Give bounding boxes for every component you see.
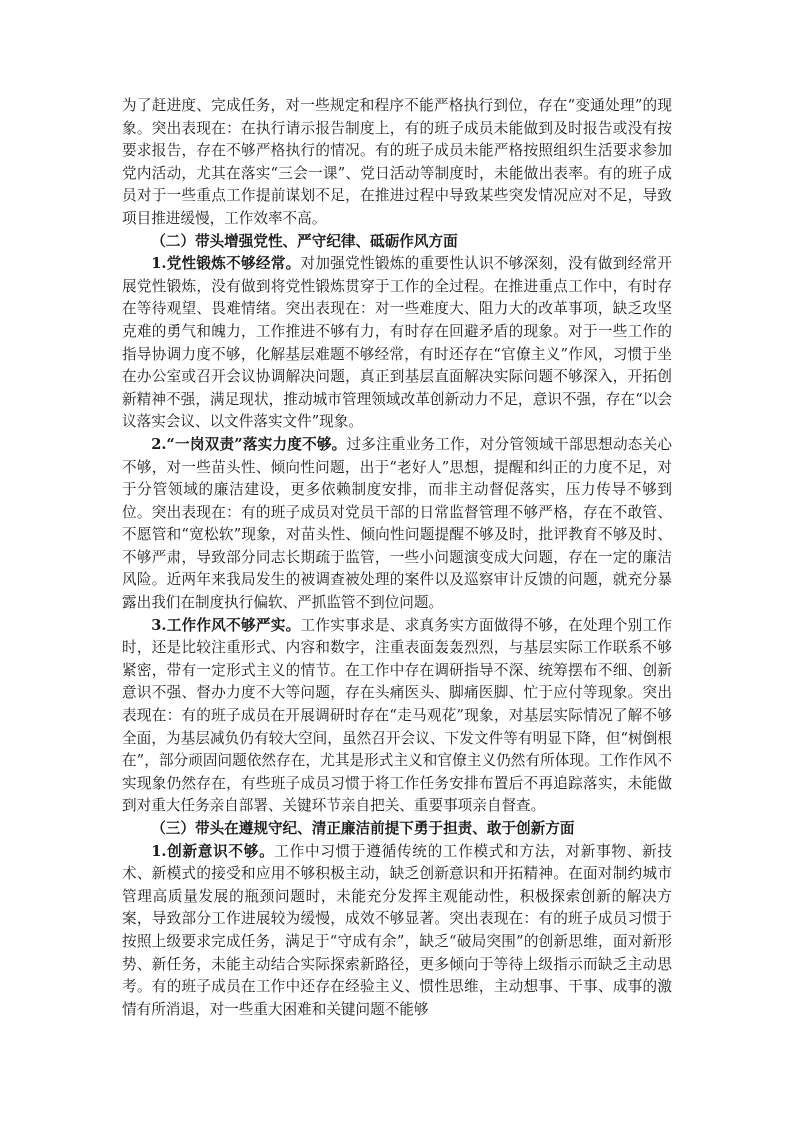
body-paragraph xyxy=(122,841,672,1022)
body-paragraph xyxy=(122,253,672,434)
paragraph-text: 过多注重业务工作，对分管领域干部思想动态关心不够，对一些苗头性、倾向性问题，出于“老好人”思想，提醒和纠正的力度不足，对于分管领域的廉洁建设，更多依赖制度安排，而非主动督促落实，压力传导不够到位。突出表现在：有的班子成员对党员干部的日常监督管理不够严格，存在不敢管、不愿管和“宽松软”现象，对苗头性、倾向性问题提醒不够及时，批评教育不够及时、不够严肃，导致部分同志长期疏于监管，一些小问题演变成大问题，存在一定的廉洁风险。近两年来我局发生的被调查被处理的案件以及巡察审计反馈的问题，就充分暴露出我们在制度执行偏软、严抓监管不到位问题。 xyxy=(122,435,672,612)
paragraph-lead: 3.工作作风不够严实。 xyxy=(151,616,301,634)
paragraph-lead: 2.“一岗双责”落实力度不够。 xyxy=(151,435,347,453)
section-heading: （二）带头增强党性、严守纪律、砥砺作风方面 xyxy=(151,232,458,250)
paragraph-text: 为了赶进度、完成任务，对一些规定和程序不能严格执行到位，存在“变通处理”的现象。突出表现在：在执行请示报告制度上，有的班子成员未能做到及时报告或没有按要求报告，存在不够严格执行的情况。有的班子成员未能严格按照组织生活要求参加党内活动，尤其在落实“三会一课”、党日活动等制度时，未能做出表率。有的班子成员对于一些重点工作提前谋划不足，在推进过程中导致某些突发情况应对不足，导致项目推进缓慢，工作效率不高。 xyxy=(122,97,672,227)
paragraph-lead: 1.创新意识不够。 xyxy=(151,842,275,860)
section-heading: （三）带头在遵规守纪、清正廉洁前提下勇于担责、敢于创新方面 xyxy=(151,820,575,837)
document-page xyxy=(122,95,672,1021)
body-paragraph xyxy=(122,615,672,818)
paragraph-text: 对加强党性锻炼的重要性认识不够深刻，没有做到经常开展党性锻炼，没有做到将党性锻炼贯穿于工作的全过程。在推进重点工作中，有时存在等待观望、畏难情绪。突出表现在：对一些难度大、阻力大的改革事项，缺乏攻坚克难的勇气和魄力，工作推进不够有力，有时存在回避矛盾的现象。对于一些工作的指导协调力度不够，化解基层难题不够经常，有时还存在“官僚主义”作风，习惯于坐在办公室或召开会议协调解决问题，真正到基层直面解决实际问题不够深入，开拓创新精神不强，满足现状，推动城市管理领域改革创新动力不足，意识不强，存在“以会议落实会议、以文件落实文件”现象。 xyxy=(122,255,672,431)
paragraph-text: 工作中习惯于遵循传统的工作模式和方法，对新事物、新技术、新模式的接受和应用不够积极主动，缺乏创新意识和开拓精神。在面对制约城市管理高质量发展的瓶颈问题时，未能充分发挥主观能动性，积极探索创新的解决方案，导致部分工作进展较为缓慢，成效不够显著。突出表现在：有的班子成员习惯于按照上级要求完成任务，满足于“守成有余”，缺乏“破局突围”的创新思维，面对新形势、新任务，未能主动结合实际探索新路径，更多倾向于等待上级指示而缺乏主动思考。有的班子成员在工作中还存在经验主义、惯性思维，主动想事、干事、成事的激情有所消退，对一些重大困难和关键问题不能够 xyxy=(122,842,672,1018)
paragraph-lead: 1.党性锻炼不够经常。 xyxy=(151,255,301,273)
body-paragraph xyxy=(122,95,672,231)
paragraph-text: 工作实事求是、求真务实方面做得不够，在处理个别工作时，还是比较注重形式、内容和数字，注重表面轰轰烈烈，与基层实际工作联系不够紧密，带有一定形式主义的情节。在工作中存在调研指导不深、统筹摆布不细、创新意识不强、督办力度不大等问题，存在头痛医头、脚痛医脚、忙于应付等现象。突出表现在：有的班子成员在开展调研时存在“走马观花”现象，对基层实际情况了解不够全面，为基层减负仍有较大空间，虽然召开会议、下发文件等有明显下降，但“树倒根在”，部分顽固问题依然存在，尤其是形式主义和官僚主义仍然有所体现。工作作风不实现象仍然存在，有些班子成员习惯于将工作任务安排布置后不再追踪落实，未能做到对重大任务亲自部署、关键环节亲自把关、重要事项亲自督查。 xyxy=(122,616,672,815)
body-paragraph xyxy=(122,434,672,615)
